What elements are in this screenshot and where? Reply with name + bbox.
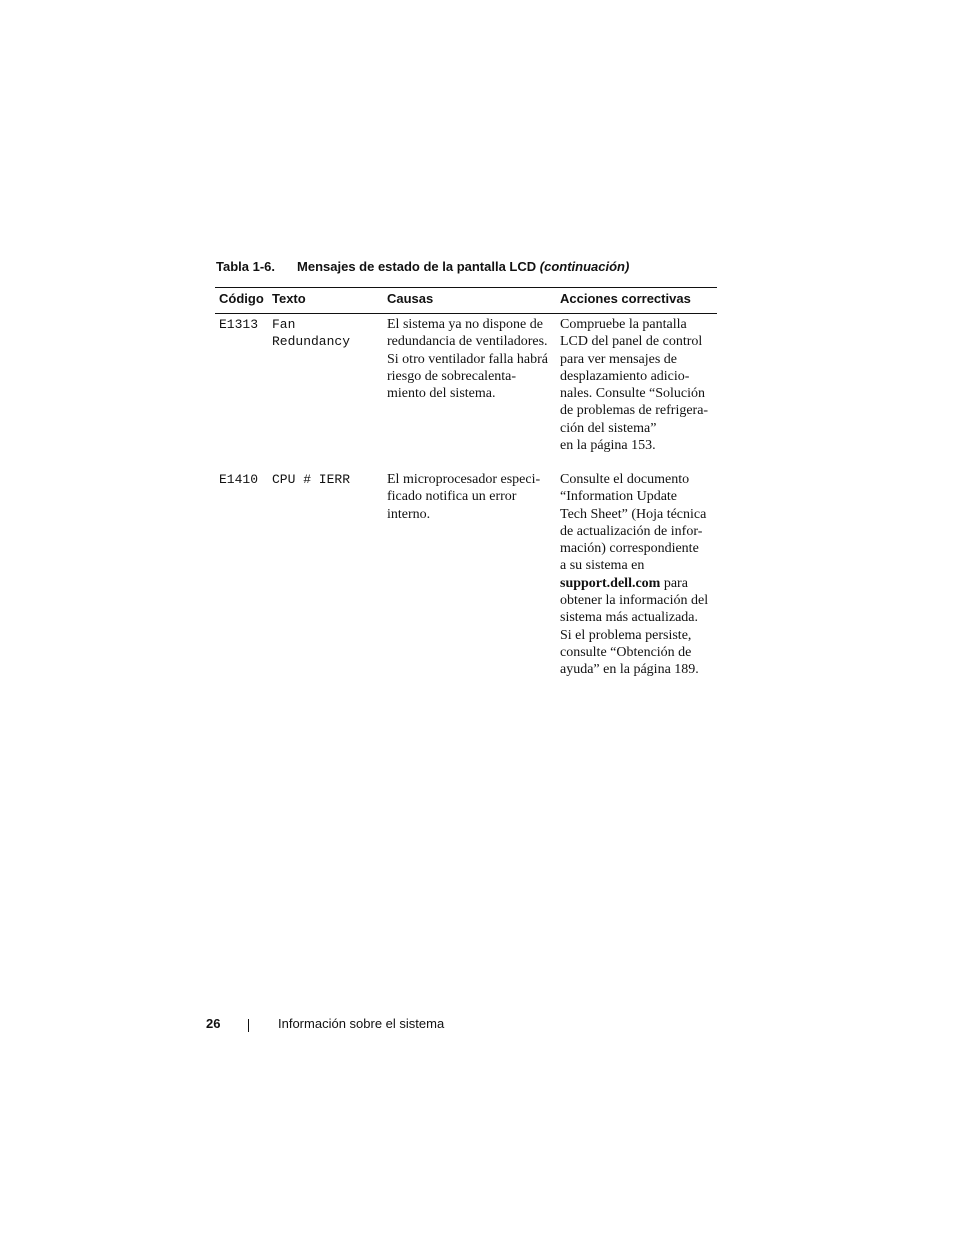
table-caption <box>216 259 629 274</box>
table-caption-title: Mensajes de estado de la pantalla LCD <box>297 259 540 274</box>
support-link[interactable]: support.dell.com <box>560 575 661 591</box>
code-cell: E1313 <box>219 317 259 332</box>
header-causas: Causas <box>387 291 434 306</box>
footer-separator <box>248 1019 249 1032</box>
table-caption-continued: (continuación) <box>539 259 630 274</box>
table-caption-label: Tabla 1-6. <box>216 259 276 274</box>
page-number: 26 <box>206 1016 221 1031</box>
action-text: para obtener la información del sistema más actualizada. Si el problema persiste, consulte “Obtención de ayuda” en la página 189. <box>560 575 709 678</box>
action-cell <box>560 471 717 679</box>
header-acciones: Acciones correctivas <box>560 291 691 306</box>
action-cell: Compruebe la pantalla LCD del panel de control para ver mensajes de desplazamiento adicio- nales. Consulte “Solución de problemas de refrigera- ción del sistema” en la página 153. <box>560 317 709 454</box>
action-text: Consulte el documento “Information Update Tech Sheet” (Hoja técnica de actualización de infor- mación) correspondiente a su sistema en <box>560 472 707 574</box>
lcd-status-messages-table <box>215 287 717 681</box>
header-codigo: Código <box>219 291 264 306</box>
text-cell: Fan Redundancy <box>272 317 351 350</box>
text-cell: CPU # IERR <box>272 472 351 487</box>
table-header-row <box>215 287 717 314</box>
cause-cell: El sistema ya no dispone de redundancia de ventiladores. Si otro ventilador falla habrá riesgo de sobrecalenta- miento del sistema. <box>387 317 548 402</box>
header-texto: Texto <box>272 291 306 306</box>
code-cell: E1410 <box>219 472 259 487</box>
cause-cell: El microprocesador especi- ficado notifica un error interno. <box>387 472 541 522</box>
table-row <box>215 471 717 681</box>
footer-section-title: Información sobre el sistema <box>278 1016 445 1031</box>
table-row <box>215 316 717 471</box>
